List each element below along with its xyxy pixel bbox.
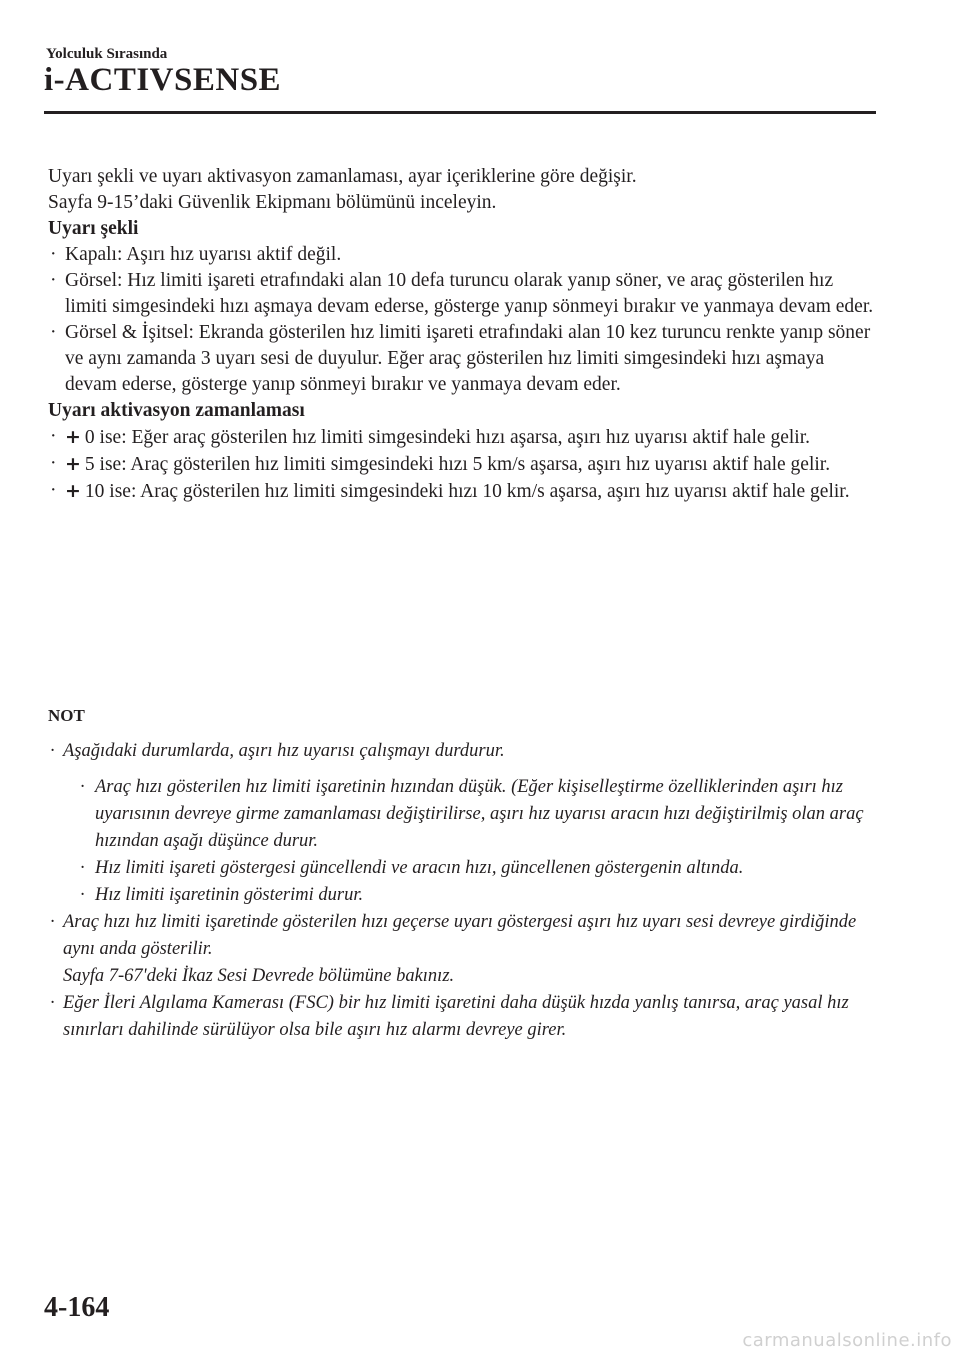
note-title: NOT [48, 706, 85, 725]
list-item: · Araç hızı hız limiti işaretinde gösterilen hızı geçerse uyarı göstergesi aşırı hız uyarı sesi devreye girdiğinde aynı anda gösterilir. Sayfa 7-67'deki İkaz Sesi Devrede bölümüne bakınız. [48, 909, 883, 990]
warning-type-list [48, 242, 878, 398]
bullet-dot: · [50, 453, 57, 474]
bullet-dot: · [50, 741, 55, 761]
list-item: · + 0 ise: Eğer araç gösterilen hız limiti simgesindeki hızı aşarsa, aşırı hız uyarısı aktif hale gelir. [50, 426, 810, 448]
bullet-dot: · [50, 322, 57, 343]
intro-line: Sayfa 9-15’daki Güvenlik Ekipmanı bölümünü inceleyin. [48, 192, 497, 213]
list-item: · Kapalı: Aşırı hız uyarısı aktif değil. [48, 242, 878, 268]
page-reference: Sayfa 7-67'deki İkaz Sesi Devrede bölümüne bakınız. [63, 966, 455, 986]
list-item: · Hız limiti işaretinin gösterimi durur. [78, 882, 883, 909]
note-sublist [63, 774, 883, 909]
plus-icon: + [65, 426, 81, 448]
bullet-dot: · [50, 426, 57, 447]
page-number: 4-164 [44, 1292, 110, 1323]
list-item: · + 5 ise: Araç gösterilen hız limiti simgesindeki hızı 5 km/s aşarsa, aşırı hız uyarısı aktif hale gelir. [50, 453, 831, 475]
header-rule [44, 111, 876, 114]
note-box [48, 702, 883, 1044]
running-header-section: Yolculuk Sırasında [46, 46, 168, 62]
activation-timing-list [48, 424, 878, 505]
plus-icon: + [65, 453, 81, 475]
list-item: · Görsel & İşitsel: Ekranda gösterilen hız limiti işareti etrafındaki alan 10 kez turuncu renkte yanıp söner ve aynı zamanda 3 uyarı sesi de duyulur. Eğer araç gösterilen hız limiti simgesindeki hızı aşmaya devam ederse, gösterge yanıp sönmeyi bırakır ve yanmaya devam eder. [50, 322, 871, 395]
warning-type-heading: Uyarı şekli [48, 218, 139, 239]
bullet-dot: · [80, 858, 85, 878]
list-item: · Eğer İleri Algılama Kamerası (FSC) bir hız limiti işaretini daha düşük hızda yanlış tanırsa, araç yasal hız sınırları dahilinde sürülüyor olsa bile aşırı hız alarmı devreye girer. [48, 990, 883, 1044]
bullet-dot: · [50, 912, 55, 932]
list-item: · Aşağıdaki durumlarda, aşırı hız uyarısı çalışmayı durdurur. · Araç hızı gösterilen hız limiti işaretinin hızından düşük. (Eğer kişiselleştirme özelliklerinden aşırı hız uyarısının devreye girme zamanlaması değiştirilirse, aşırı hız uyarısı aracın hızı değiştirilmiş olan araç hızından aşağı düşünce durur. · Hız limiti işareti göstergesi güncellendi ve aracın hızı, güncellenen göstergenin altında. · Hız limiti işaretinin gösterimi durur. [48, 738, 883, 909]
bullet-dot: · [80, 885, 85, 905]
bullet-dot: · [50, 244, 57, 265]
bullet-dot: · [50, 993, 55, 1013]
list-item: · Görsel: Hız limiti işareti etrafındaki alan 10 defa turuncu olarak yanıp söner, ve araç gösterilen hız limiti simgesindeki hızı aşmaya devam ederse, gösterge yanıp sönmeyi bırakır ve yanmaya devam eder. [50, 270, 874, 317]
activation-timing-heading: Uyarı aktivasyon zamanlaması [48, 400, 305, 421]
intro-line: Uyarı şekli ve uyarı aktivasyon zamanlaması, ayar içeriklerine göre değişir. [48, 166, 637, 187]
note-list [48, 738, 883, 1044]
watermark: carmanualsonline.info [742, 1330, 952, 1351]
list-item: · Hız limiti işareti göstergesi güncellendi ve aracın hızı, güncellenen göstergenin altında. [78, 855, 883, 882]
bullet-dot: · [80, 777, 85, 797]
bullet-dot: · [50, 270, 57, 291]
bullet-dot: · [50, 480, 57, 501]
list-item: · Araç hızı gösterilen hız limiti işaretinin hızından düşük. (Eğer kişiselleştirme özelliklerinden aşırı hız uyarısının devreye girme zamanlaması değiştirilirse, aşırı hız uyarısı aracın hızı değiştirilmiş olan araç hızından aşağı düşünce durur. [78, 774, 883, 855]
list-item: · + 10 ise: Araç gösterilen hız limiti simgesindeki hızı 10 km/s aşarsa, aşırı hız uyarısı aktif hale gelir. [50, 480, 850, 502]
page-title: i-ACTIVSENSE [44, 62, 282, 98]
plus-icon: + [65, 480, 81, 502]
main-content [48, 164, 878, 505]
